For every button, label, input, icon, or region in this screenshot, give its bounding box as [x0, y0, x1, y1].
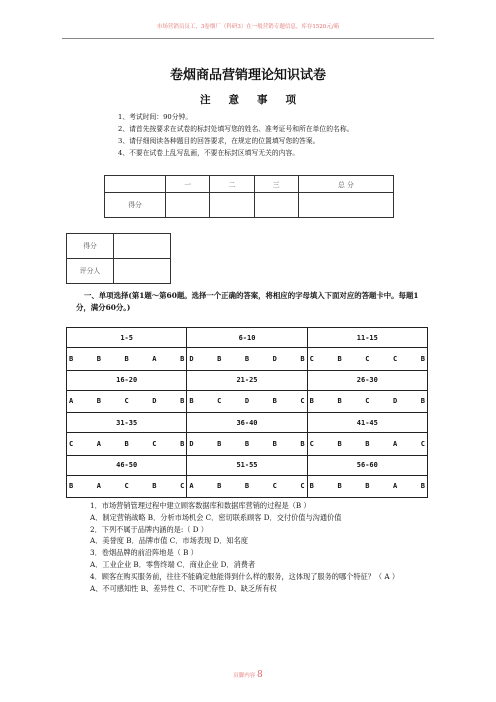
answer-letter: C — [365, 354, 370, 363]
exam-rules — [118, 111, 353, 159]
answer-group-cell — [187, 348, 307, 371]
answer-letter: B — [180, 354, 185, 363]
answer-letters — [187, 440, 306, 448]
answer-letter: A — [152, 354, 157, 363]
answer-letter: B — [309, 482, 314, 491]
answer-group-cell — [67, 390, 187, 413]
score-cell[interactable] — [210, 193, 254, 218]
answer-letters — [187, 482, 306, 490]
answer-letters — [308, 397, 427, 405]
answer-group-cell — [67, 475, 187, 498]
header-note: 市场营销员员工，3卷烟厂（科研3）在一般营销专题信息，库存1520元/箱 — [156, 24, 340, 30]
page-footer — [0, 670, 496, 680]
question-stem: 2．下列不属于品牌内涵的是:（ D ） — [90, 524, 208, 534]
answer-group-cell — [187, 433, 307, 456]
answer-letter: A — [96, 482, 101, 491]
answer-range-label: 26-30 — [307, 370, 427, 390]
answer-letter: B — [420, 482, 425, 491]
answer-letter: D — [189, 439, 194, 448]
header-divider — [62, 38, 434, 39]
score-cell[interactable] — [298, 193, 393, 218]
answer-letter: B — [337, 482, 342, 491]
answer-group-cell — [67, 348, 187, 371]
answer-letter: C — [152, 439, 157, 448]
answer-letter: C — [300, 397, 305, 406]
answer-letter: A — [69, 397, 74, 406]
answer-letter: C — [309, 439, 314, 448]
question-options: A、不可感知性 B、差异性 C、不可贮存性 D、缺乏所有权 — [90, 583, 277, 593]
answer-group-cell — [307, 348, 427, 371]
answer-letter: C — [272, 482, 277, 491]
answer-letter: B — [189, 397, 194, 406]
answer-letter: B — [96, 397, 101, 406]
answer-letter: B — [152, 482, 157, 491]
answer-letter: B — [337, 354, 342, 363]
answer-letters — [67, 440, 186, 448]
answer-letter: B — [300, 439, 305, 448]
question-options: A．美誉度 B．品牌市值 C．市场表现 D．知名度 — [90, 536, 248, 546]
answer-letter: B — [217, 439, 222, 448]
grader-name-cell[interactable] — [114, 259, 171, 284]
answer-range-label: 11-15 — [307, 328, 427, 348]
answer-letters — [308, 355, 427, 363]
score-header-cell: 总 分 — [298, 176, 393, 193]
answer-letter: C — [393, 354, 398, 363]
answer-letter: C — [180, 482, 185, 491]
rule-item: 2、请首先按要求在试卷的标封处填写您的姓名、准考证号和所在单位的名称。 — [118, 125, 354, 133]
question-stem: 1．市场营销管理过程中建立顾客数据库和数据库营销的过程是（B ） — [90, 501, 311, 510]
answer-letters — [67, 482, 186, 490]
answer-letter: A — [393, 439, 398, 448]
answer-letter: B — [420, 397, 425, 406]
answer-letter: B — [365, 482, 370, 491]
grader-score-label: 得分 — [67, 234, 114, 259]
answer-group-cell — [187, 475, 307, 498]
answer-group-cell — [307, 475, 427, 498]
answer-letter: B — [96, 354, 101, 363]
score-cell[interactable] — [254, 193, 298, 218]
answer-group-cell — [67, 433, 187, 456]
answer-letter: C — [420, 439, 425, 448]
answer-letter: B — [337, 439, 342, 448]
grader-score-cell[interactable] — [114, 234, 171, 259]
answer-letter: D — [244, 397, 250, 406]
notice-heading: 注意事项 — [200, 94, 314, 106]
answer-group-cell — [187, 390, 307, 413]
answer-letter: D — [152, 397, 157, 406]
rule-item: 4、不要在试卷上乱写乱画，不要在标封区填写无关的内容。 — [118, 149, 300, 157]
answer-range-label: 16-20 — [67, 370, 187, 390]
answer-letter: B — [69, 482, 74, 491]
answer-letter: C — [365, 397, 370, 406]
question-options: A．工业企业 B．零售终端 C．商业企业 D．消费者 — [90, 559, 256, 569]
footer-text: 页脚内容 — [233, 673, 256, 679]
answer-letter: B — [217, 354, 222, 363]
answer-letter: B — [124, 439, 129, 448]
answer-letter: B — [244, 354, 250, 363]
page-number: 8 — [257, 670, 263, 680]
answer-letter: B — [244, 439, 250, 448]
answer-letter: B — [180, 439, 185, 448]
answer-letter: B — [217, 482, 222, 491]
answer-letter: B — [272, 397, 277, 406]
score-cell[interactable] — [166, 193, 210, 218]
answer-range-label: 51-55 — [187, 455, 307, 475]
answer-range-label: 46-50 — [67, 455, 187, 475]
answer-letter: B — [272, 439, 277, 448]
score-header-cell: 二 — [210, 176, 254, 193]
answer-letter: D — [393, 397, 398, 406]
answer-letter: B — [69, 354, 74, 363]
answer-letter: A — [393, 482, 398, 491]
answer-letters — [67, 397, 186, 405]
answer-card-table — [66, 327, 428, 498]
answer-group-cell — [307, 390, 427, 413]
answer-range-label: 56-60 — [307, 455, 427, 475]
answer-range-label: 6-10 — [187, 328, 307, 348]
answer-letter: D — [272, 354, 277, 363]
answer-range-label: 41-45 — [307, 413, 427, 433]
answer-letters — [308, 440, 427, 448]
answer-range-label: 31-35 — [67, 413, 187, 433]
exam-title: 卷烟商品营销理论知识试卷 — [169, 68, 326, 83]
answer-letter: B — [300, 354, 305, 363]
score-row-label: 得分 — [105, 193, 166, 218]
answer-letter: B — [337, 397, 342, 406]
score-summary-table — [104, 175, 394, 218]
answer-letters — [187, 355, 306, 363]
rule-item: 3、请仔细阅读各种题目的回答要求，在规定的位置填写您的答案。 — [118, 137, 320, 145]
answer-letter: B — [180, 397, 185, 406]
answer-letter: C — [217, 397, 222, 406]
score-header-cell: 三 — [254, 176, 298, 193]
answer-letter: C — [124, 397, 129, 406]
answer-letters — [308, 482, 427, 490]
grader-name-label: 评分人 — [67, 259, 114, 284]
answer-letter: B — [420, 354, 425, 363]
score-header-cell — [105, 176, 166, 193]
grader-box — [66, 233, 171, 284]
answer-letter: D — [189, 354, 194, 363]
question-list — [90, 500, 430, 594]
answer-range-label: 36-40 — [187, 413, 307, 433]
answer-letter: C — [309, 354, 314, 363]
answer-letter: A — [96, 439, 101, 448]
answer-group-cell — [307, 433, 427, 456]
answer-letters — [67, 355, 186, 363]
answer-letters — [187, 397, 306, 405]
question-options: A．制定营销战略 B．分析市场机会 C．密切联系顾客 D．交付价值与沟通价值 — [90, 512, 342, 522]
question-stem: 4．顾客在购买服务前，往往不能确定他能得到什么样的服务，这体现了服务的哪个特征？（ A ） — [90, 571, 400, 581]
answer-letter: B — [124, 354, 129, 363]
score-header-cell: 一 — [166, 176, 210, 193]
answer-range-label: 21-25 — [187, 370, 307, 390]
section-heading: 一、单项选择(第1题～第60题。选择一个正确的答案，将相应的字母填入下面对应的答题卡中。每题1分，满分60分。) — [76, 291, 419, 312]
answer-letter: C — [124, 482, 129, 491]
answer-letter: B — [309, 397, 314, 406]
answer-letter: A — [189, 482, 194, 491]
rule-item: 1、考试时间：90分钟。 — [118, 113, 193, 121]
answer-letter: C — [300, 482, 305, 491]
answer-range-label: 1-5 — [67, 328, 187, 348]
question-stem: 3．卷烟品牌的前沿阵地是（ B ） — [90, 548, 198, 558]
answer-letter: B — [365, 439, 370, 448]
answer-letter: C — [69, 439, 74, 448]
answer-letter: B — [244, 482, 250, 491]
